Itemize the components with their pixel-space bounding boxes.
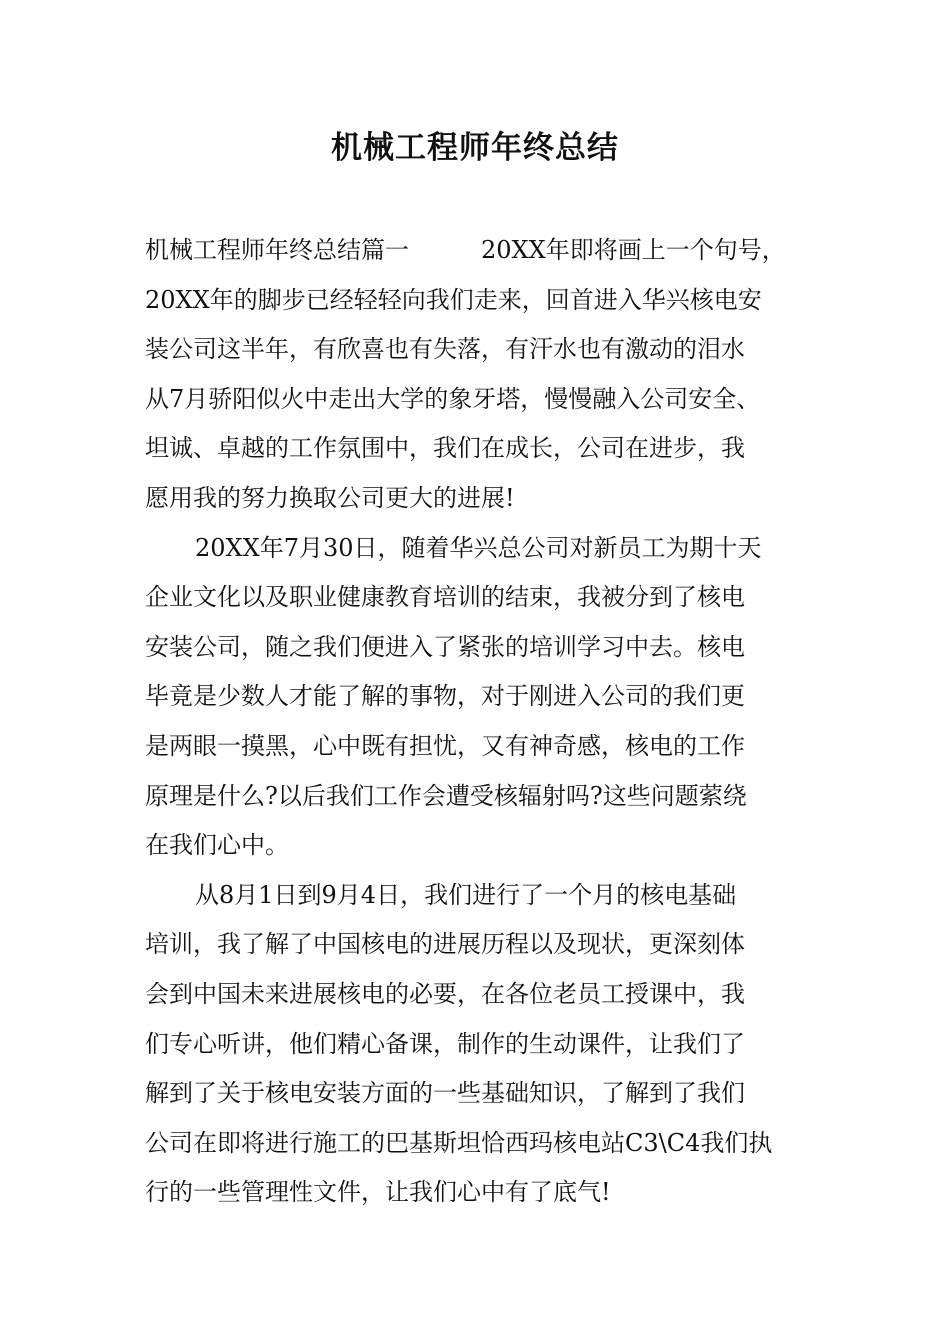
paragraph-line: 20XX年7月30日，随着华兴总公司对新员工为期十天: [195, 533, 762, 562]
paragraph-line: 机械工程师年终总结篇一 20XX年即将画上一个句号，: [145, 236, 786, 264]
paragraph-line: 们专心听讲，他们精心备课，制作的生动课件，让我们了: [145, 1029, 745, 1058]
paragraph-line: 坦诚、卓越的工作氛围中，我们在成长，公司在进步，我: [145, 434, 745, 463]
paragraph-line: 在我们心中。: [145, 831, 289, 860]
paragraph-line: 行的一些管理性文件，让我们心中有了底气!: [145, 1178, 611, 1207]
paragraph-2: [145, 524, 815, 871]
paragraph-line: 会到中国未来进展核电的必要，在各位老员工授课中，我: [145, 979, 745, 1008]
document-title: 机械工程师年终总结: [331, 130, 619, 166]
paragraph-line: 装公司这半年，有欣喜也有失落，有汗水也有激动的泪水: [145, 335, 745, 364]
document-body: [145, 226, 815, 1218]
paragraph-1: [145, 226, 815, 524]
paragraph-line: 毕竟是少数人才能了解的事物，对于刚进入公司的我们更: [145, 682, 745, 711]
paragraph-line: 从7月骄阳似火中走出大学的象牙塔，慢慢融入公司安全、: [145, 384, 761, 413]
paragraph-line: 是两眼一摸黑，心中既有担忧，又有神奇感，核电的工作: [145, 731, 745, 760]
paragraph-line: 安装公司，随之我们便进入了紧张的培训学习中去。核电: [145, 632, 745, 661]
paragraph-line: 20XX年的脚步已经轻轻向我们走来，回首进入华兴核电安: [145, 285, 762, 314]
paragraph-line: 企业文化以及职业健康教育培训的结束，我被分到了核电: [145, 583, 745, 612]
paragraph-line: 公司在即将进行施工的巴基斯坦恰西玛核电站C3\C4我们执: [145, 1128, 773, 1157]
paragraph-3: [145, 871, 815, 1218]
paragraph-line: 愿用我的努力换取公司更大的进展!: [145, 483, 515, 512]
paragraph-line: 解到了关于核电安装方面的一些基础知识，了解到了我们: [145, 1079, 745, 1108]
paragraph-line: 原理是什么?以后我们工作会遭受核辐射吗?这些问题萦绕: [145, 781, 747, 810]
paragraph-line: 从8月1日到9月4日，我们进行了一个月的核电基础: [195, 880, 737, 909]
paragraph-line: 培训，我了解了中国核电的进展历程以及现状，更深刻体: [145, 930, 745, 959]
